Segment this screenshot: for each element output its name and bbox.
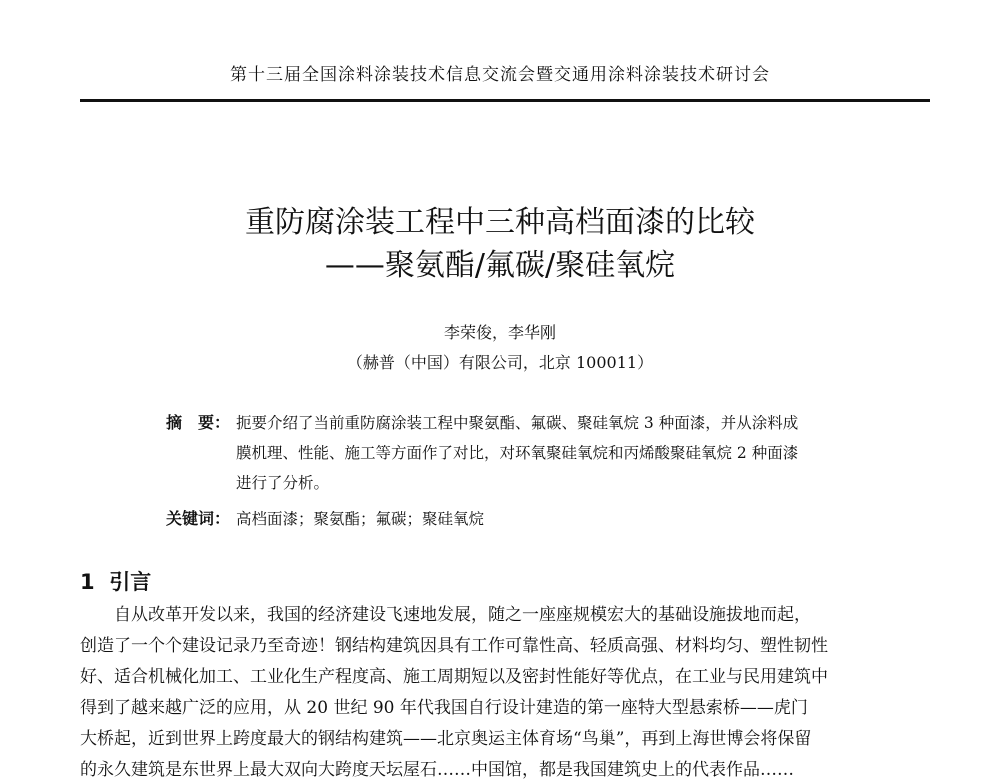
keywords-text: 高档面漆；聚氨酯；氟碳；聚硅氧烷 xyxy=(236,510,485,528)
authors: 李荣俊，李华刚 xyxy=(443,323,556,342)
body-text-line: 大桥起，近到世界上跨度最大的钢结构建筑——北京奥运主体育场“鸟巢”，再到上海世博会将保留 xyxy=(80,729,812,749)
section-heading xyxy=(80,566,151,596)
section-title: 引言 xyxy=(109,570,152,594)
paper-title-line-1: 重防腐涂装工程中三种高档面漆的比较 xyxy=(245,205,755,240)
abstract-line: 膜机理、性能、施工等方面作了对比，对环氧聚硅氧烷和丙烯酸聚硅氧烷 2 种面漆 xyxy=(236,444,799,462)
body-text-line: 自从改革开发以来，我国的经济建设飞速地发展，随之一座座规模宏大的基础设施拔地而起， xyxy=(114,605,811,625)
body-text-line: 的永久建筑是东世界上最大双向大跨度天坛屋石……中国馆，都是我国建筑史上的代表作品…… xyxy=(80,760,794,780)
abstract-line: 进行了分析。 xyxy=(236,474,330,492)
body-text-line: 好、适合机械化加工、工业化生产程度高、施工周期短以及密封性能好等优点，在工业与民用建筑中 xyxy=(80,667,828,687)
section-number: 1 xyxy=(80,570,95,594)
abstract-line: 扼要介绍了当前重防腐涂装工程中聚氨酯、氟碳、聚硅氧烷 3 种面漆，并从涂料成 xyxy=(236,414,799,432)
header-rule xyxy=(80,99,930,102)
body-text-line: 得到了越来越广泛的应用，从 20 世纪 90 年代我国自行设计建造的第一座特大型悬索桥——虎门 xyxy=(80,698,808,718)
affiliation: （赫普（中国）有限公司，北京 100011） xyxy=(346,353,654,372)
abstract-label: 摘 要： xyxy=(166,413,231,432)
paper-title-line-2: ——聚氨酯/氟碳/聚硅氧烷 xyxy=(324,248,676,283)
running-header: 第十三届全国涂料涂装技术信息交流会暨交通用涂料涂装技术研讨会 xyxy=(230,65,770,85)
body-text-line: 创造了一个个建设记录乃至奇迹！钢结构建筑因具有工作可靠性高、轻质高强、材料均匀、塑性韧性 xyxy=(80,636,828,656)
keywords-label: 关键词： xyxy=(166,509,231,528)
